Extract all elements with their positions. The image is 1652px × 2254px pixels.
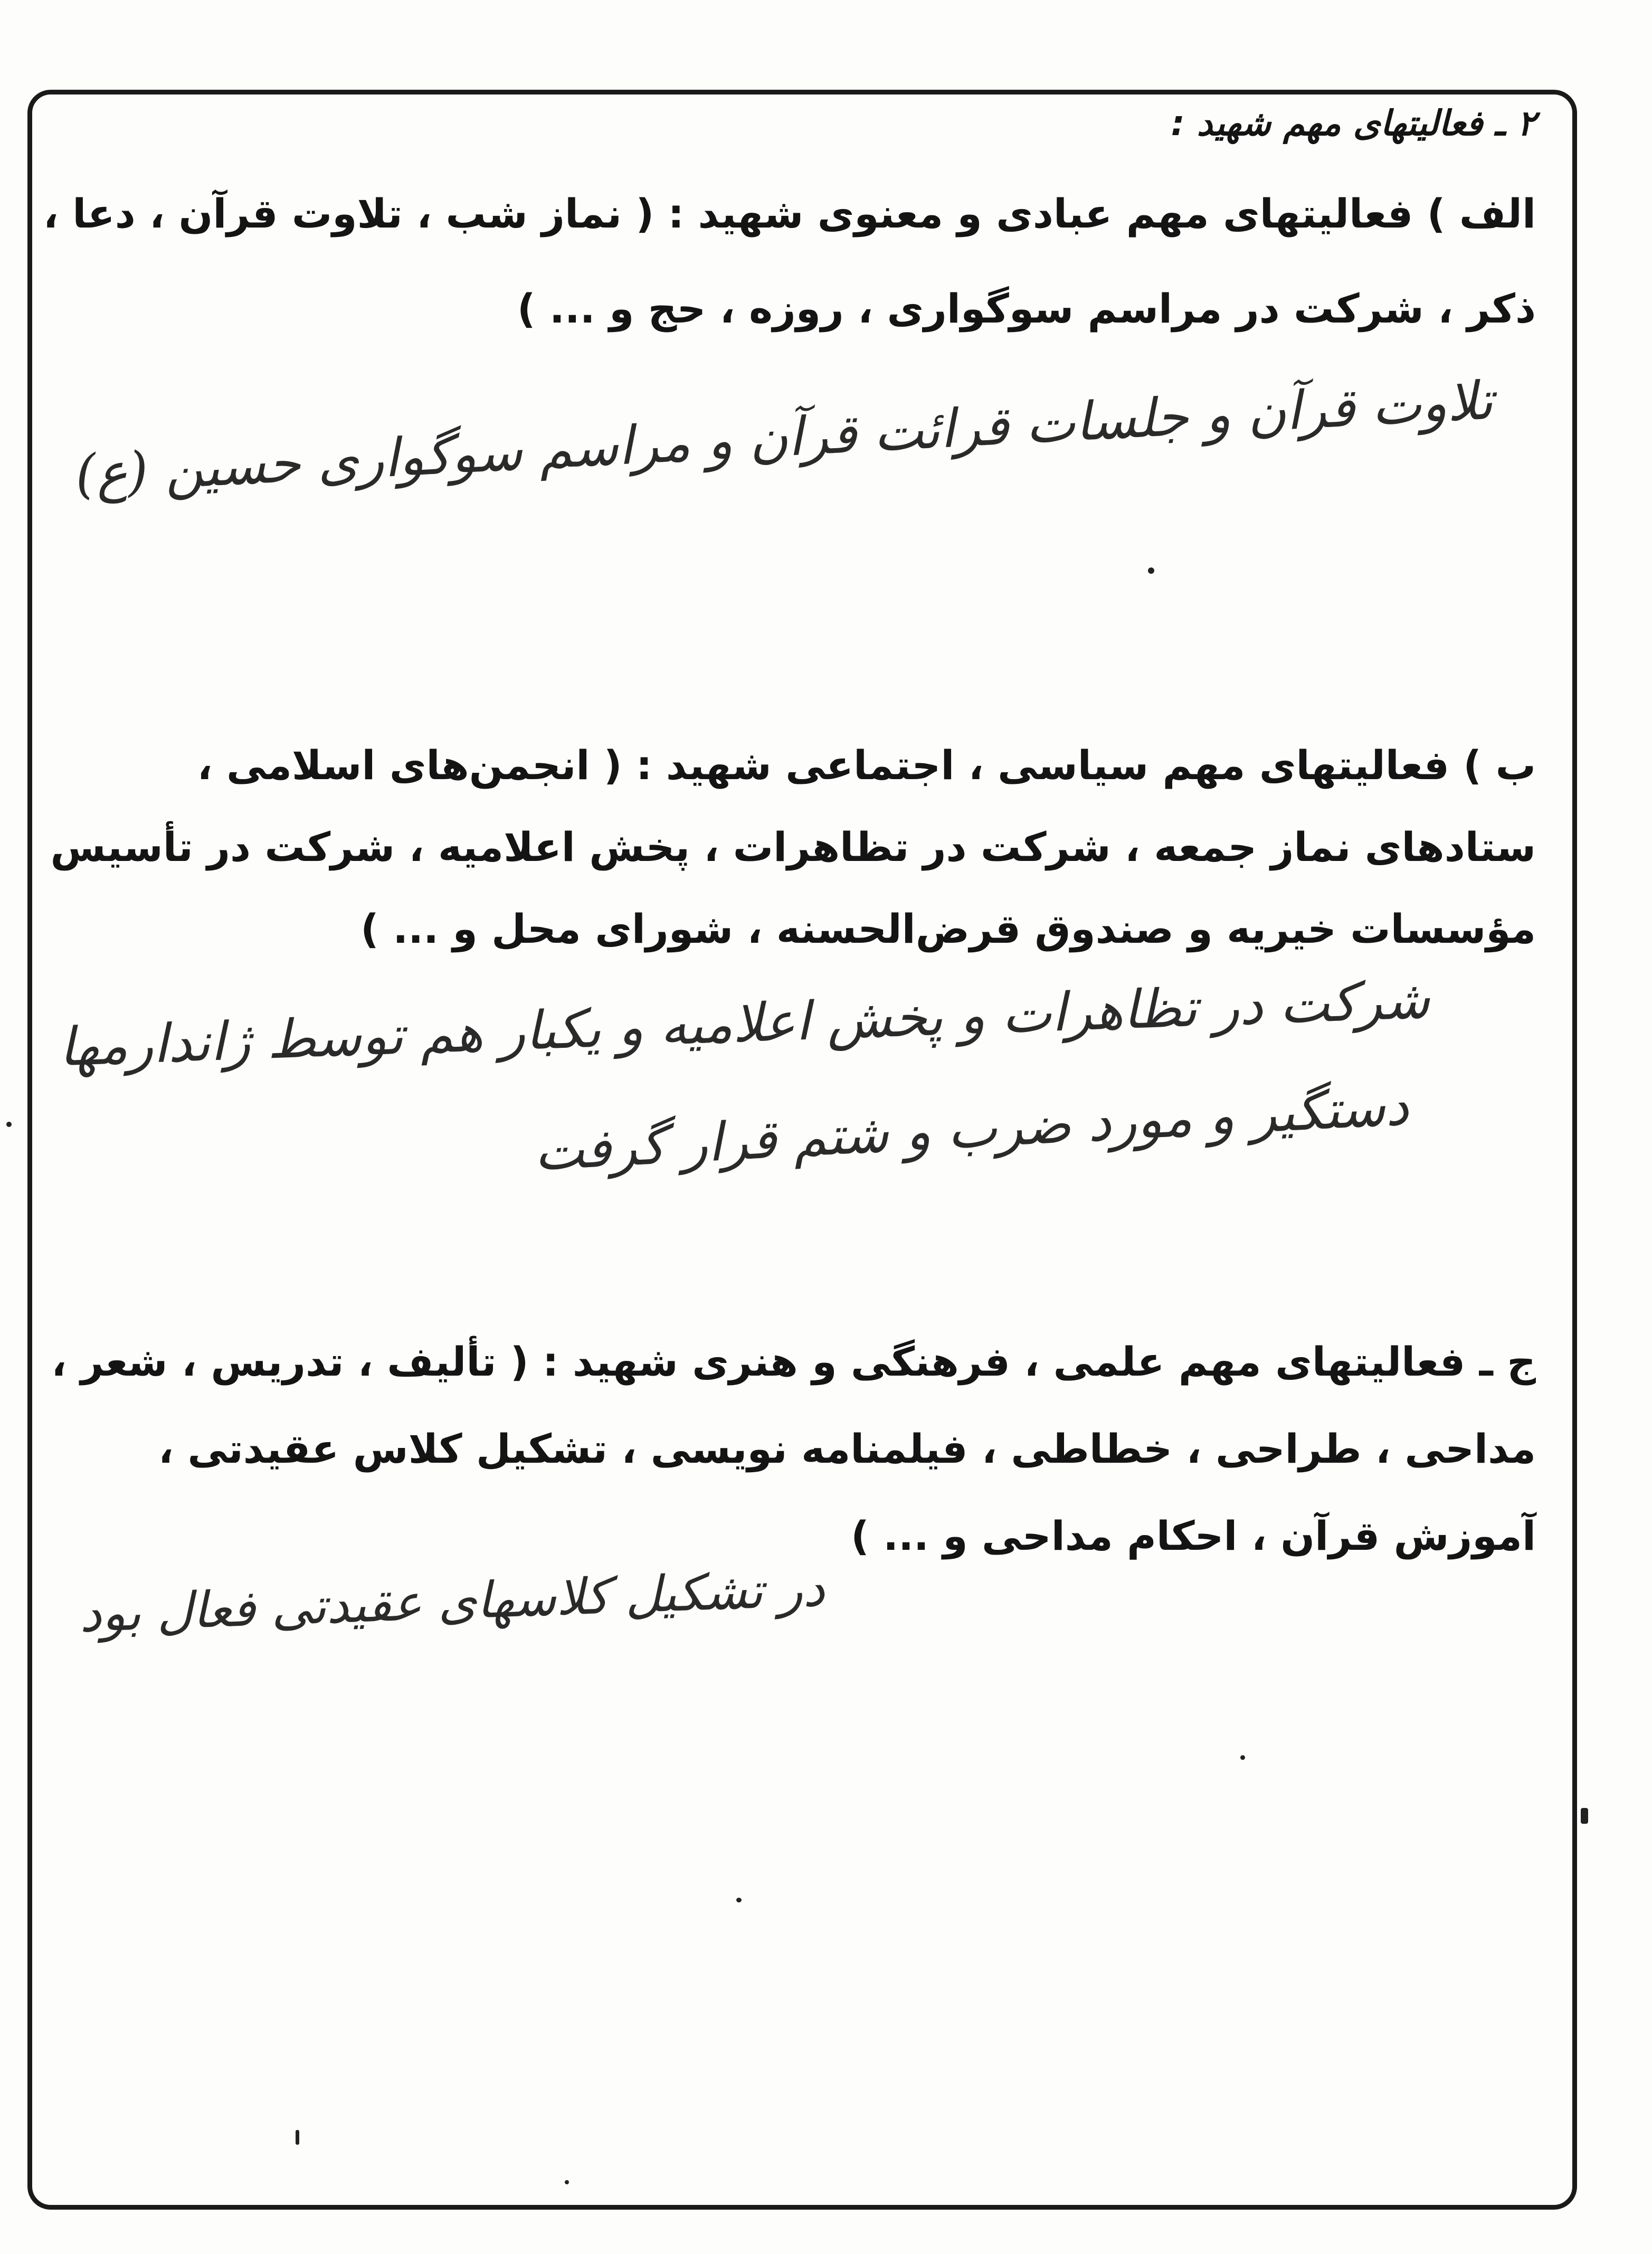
part-a-handwritten-note: تلاوت قرآن و جلسات قرائت قرآن و مراسم سوگواری حسین (ع)	[73, 369, 1495, 506]
part-b-handwritten-note-line-1: شرکت در تظاهرات و پخش اعلامیه و یکبار هم توسط ژاندارمها	[58, 968, 1431, 1078]
scan-speck	[736, 1898, 742, 1902]
scan-speck	[6, 1122, 12, 1127]
part-c-line-3: آموزش قرآن ، احکام مداحی و ... )	[851, 1512, 1536, 1559]
part-c-handwritten-note: در تشکیل کلاسهای عقیدتی فعال بود	[78, 1560, 826, 1644]
part-b-line-2: ستادهای نماز جمعه ، شرکت در تظاهرات ، پخش اعلامیه ، شرکت در تأسیس	[50, 823, 1536, 870]
part-a-line-2: ذکر ، شرکت در مراسم سوگواری ، روزه ، حج و ... )	[517, 285, 1536, 332]
scan-speck	[1240, 1755, 1245, 1760]
part-a-line-1: الف ) فعالیتهای مهم عبادی و معنوی شهید : ( نماز شب ، تلاوت قرآن ، دعا ،	[43, 190, 1536, 237]
scan-speck	[1148, 567, 1154, 574]
part-c-line-1: ج ـ فعالیتهای مهم علمی ، فرهنگی و هنری شهید : ( تألیف ، تدریس ، شعر ،	[51, 1338, 1536, 1385]
scan-speck	[296, 2130, 299, 2145]
part-b-handwritten-note-line-2: دستگیر و مورد ضرب و شتم قرار گرفت	[533, 1075, 1410, 1183]
section-heading: ۲ ـ فعالیتهای مهم شهید :	[1171, 103, 1536, 144]
part-b-line-1: ب ) فعالیتهای مهم سیاسی ، اجتماعی شهید : ( انجمن‌های اسلامی ،	[197, 742, 1536, 789]
scan-speck	[1581, 1808, 1588, 1824]
part-b-line-3: مؤسسات خیریه و صندوق قرض‌الحسنه ، شورای محل و ... )	[360, 905, 1536, 952]
scan-speck	[565, 2180, 569, 2184]
part-c-line-2: مداحی ، طراحی ، خطاطی ، فیلمنامه نویسی ، تشکیل کلاس عقیدتی ،	[158, 1425, 1536, 1472]
